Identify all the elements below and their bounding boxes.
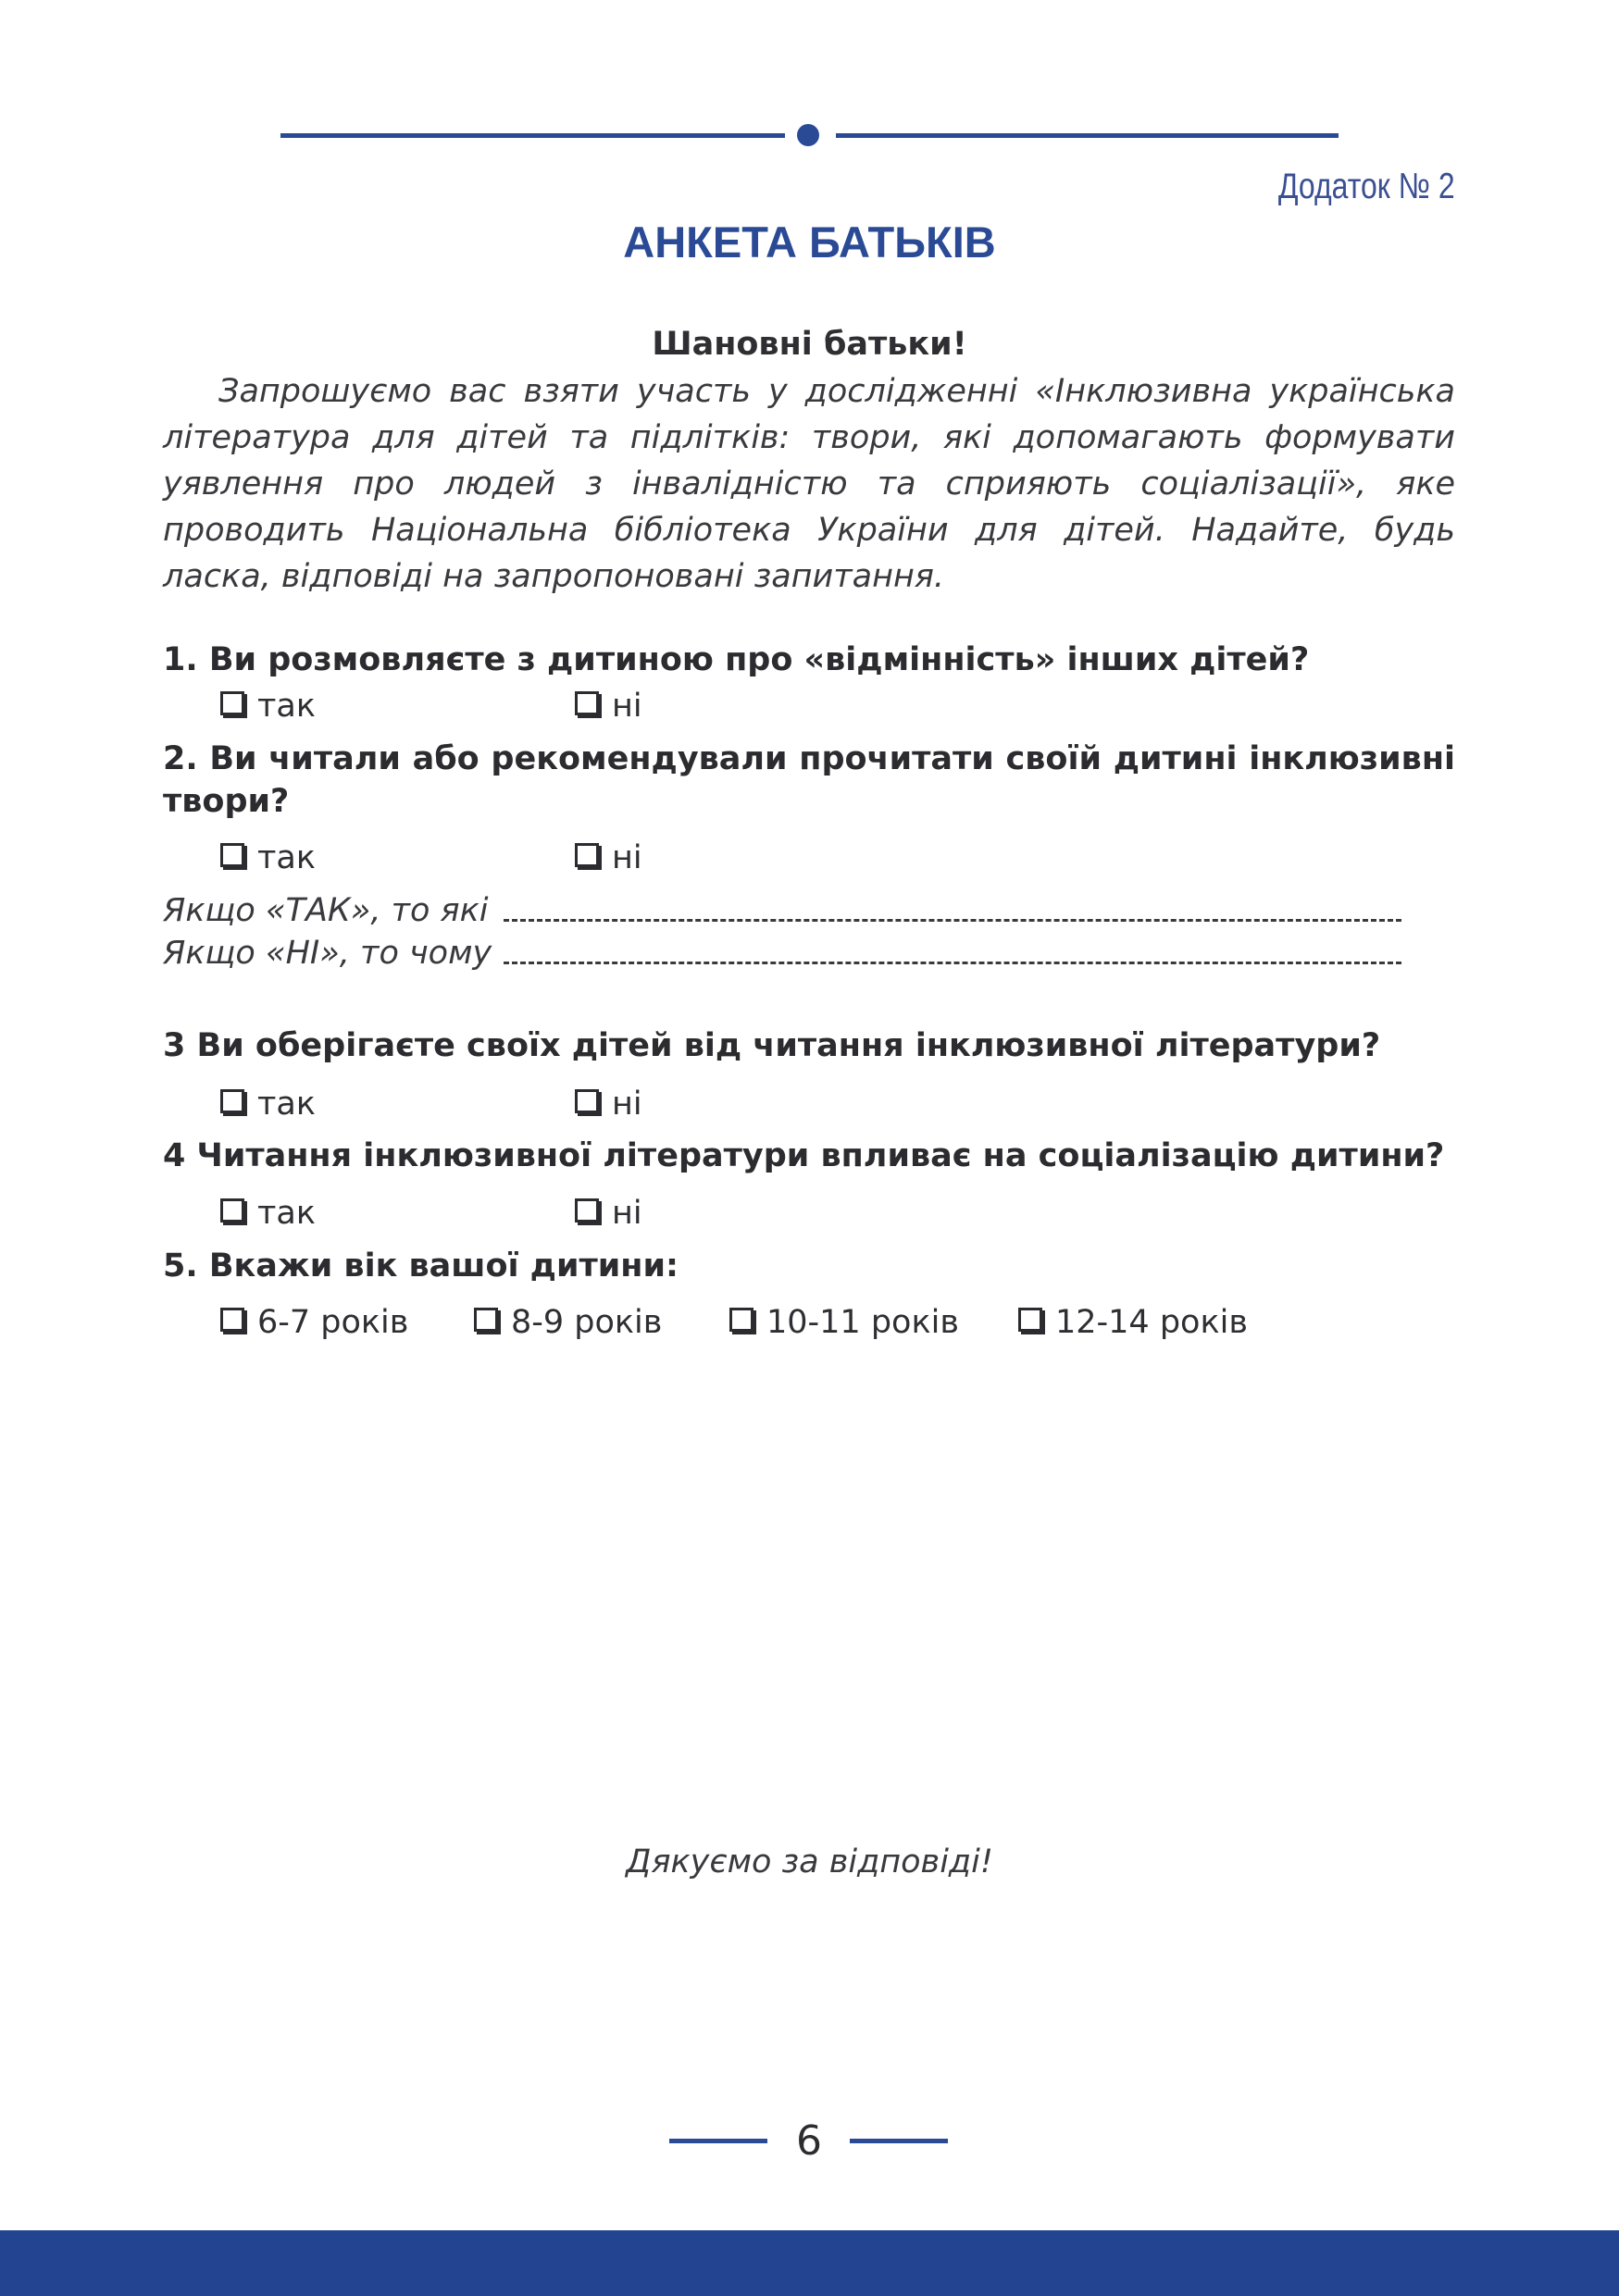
question-5: 5. Вкажи вік вашої дитини: — [163, 1247, 679, 1285]
option-label: 8-9 років — [511, 1304, 663, 1341]
checkbox-icon[interactable] — [575, 1198, 599, 1222]
option-age-6-7[interactable] — [220, 1301, 408, 1344]
checkbox-icon[interactable] — [220, 843, 244, 867]
option-label: ні — [612, 1195, 642, 1232]
option-no[interactable] — [575, 685, 642, 727]
intro-paragraph: Запрошуємо вас взяти участь у дослідженні «Інклюзивна українська література для дітей та підлітків: твори, які допомагають формувати уявлення про людей з інвалідністю та сприяють соціалізації», яке проводить Національна бібліотека України для дітей. Надайте, будь ласка, відповіді на запропоновані запитання. — [163, 373, 1455, 595]
if-no-answer-line[interactable] — [504, 932, 1401, 964]
checkbox-icon[interactable] — [1018, 1308, 1042, 1332]
question-2: 2. Ви читали або рекомендували прочитати своїй дитині інклюзивні твори? — [163, 740, 1455, 820]
option-yes[interactable] — [220, 837, 316, 879]
checkbox-icon[interactable] — [575, 691, 599, 715]
greeting: Шановні батьки! — [652, 326, 967, 363]
question-1: 1. Ви розмовляєте з дитиною про «відмінність» інших дітей? — [163, 641, 1310, 678]
option-no[interactable] — [575, 1192, 642, 1235]
checkbox-icon[interactable] — [575, 1089, 599, 1113]
question-3: 3 Ви оберігаєте своїх дітей від читання інклюзивної літератури? — [163, 1027, 1381, 1064]
option-label: 6-7 років — [257, 1304, 409, 1341]
option-yes[interactable] — [220, 1192, 316, 1235]
closing-thanks: Дякуємо за відповіді! — [626, 1843, 993, 1880]
option-yes[interactable] — [220, 1083, 316, 1125]
footer-bar — [0, 2230, 1619, 2296]
appendix-label: Додаток № 2 — [1278, 167, 1455, 206]
option-age-10-11[interactable] — [729, 1301, 959, 1344]
checkbox-icon[interactable] — [220, 1198, 244, 1222]
option-age-12-14[interactable] — [1018, 1301, 1248, 1344]
checkbox-icon[interactable] — [575, 843, 599, 867]
checkbox-icon[interactable] — [220, 1089, 244, 1113]
if-no-label: Якщо «НІ», то чому — [163, 935, 492, 972]
option-label: так — [257, 839, 316, 876]
option-label: ні — [612, 1086, 642, 1123]
top-ornament-line-right — [836, 133, 1339, 138]
option-age-8-9[interactable] — [474, 1301, 662, 1344]
option-yes[interactable] — [220, 685, 316, 727]
checkbox-icon[interactable] — [220, 1308, 244, 1332]
option-label: ні — [612, 688, 642, 725]
if-yes-field — [163, 889, 488, 932]
checkbox-icon[interactable] — [729, 1308, 753, 1332]
checkbox-icon[interactable] — [220, 691, 244, 715]
if-yes-answer-line[interactable] — [504, 889, 1401, 922]
page-title: АНКЕТА БАТЬКІВ — [623, 217, 996, 267]
option-label: так — [257, 1195, 316, 1232]
option-label: ні — [612, 839, 642, 876]
top-ornament-line-left — [280, 133, 785, 138]
page-number: 6 — [796, 2117, 822, 2165]
question-4: 4 Читання інклюзивної літератури впливає на соціалізацію дитини? — [163, 1137, 1445, 1174]
checkbox-icon[interactable] — [474, 1308, 498, 1332]
top-ornament-dot — [797, 124, 819, 146]
if-yes-label: Якщо «ТАК», то які — [163, 892, 489, 929]
option-no[interactable] — [575, 1083, 642, 1125]
option-label: так — [257, 1086, 316, 1123]
option-label: 12-14 років — [1055, 1304, 1248, 1341]
page-number-line-left — [669, 2139, 767, 2143]
option-no[interactable] — [575, 837, 642, 879]
option-label: так — [257, 688, 316, 725]
option-label: 10-11 років — [766, 1304, 959, 1341]
if-no-field — [163, 932, 492, 974]
page-number-line-right — [850, 2139, 948, 2143]
